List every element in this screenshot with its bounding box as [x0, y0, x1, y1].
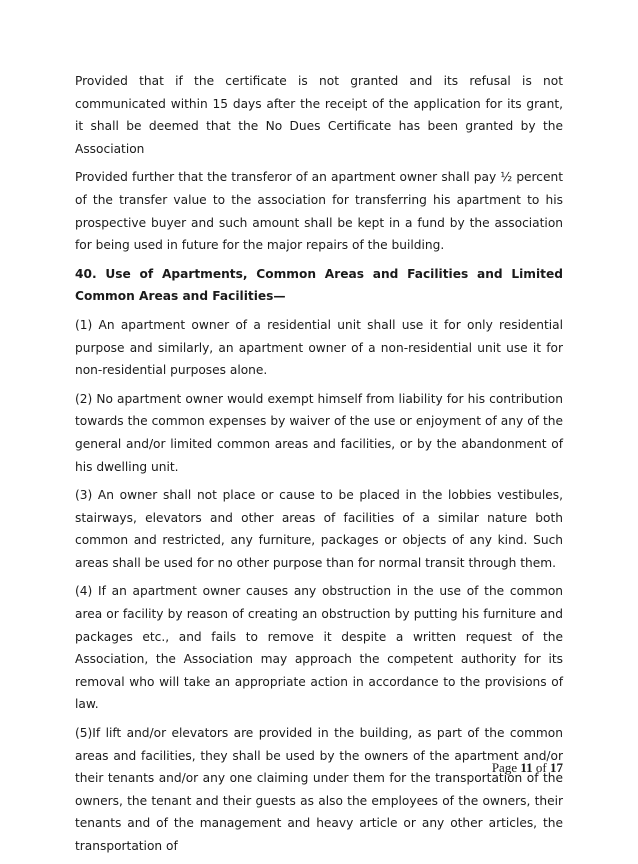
total-pages: 17 [550, 760, 563, 775]
proviso-paragraph-2: Provided further that the transferor of an apartment owner shall pay ½ percent of the transfer value to the association for transferring his apartment to his prospective buyer and such amount shall be kept in a fund by the association for being used in future for the major repairs of the building. [75, 170, 563, 253]
clause-3: (3) An owner shall not place or cause to be placed in the lobbies vestibules, stairways, elevators and other areas of facilities of a similar nature both common and restricted, any furniture, packages or objects of any kind. Such areas shall be used for no other purpose than for normal transit through them. [75, 488, 563, 570]
clause-2: (2) No apartment owner would exempt himself from liability for his contribution towards the common expenses by waiver of the use or enjoyment of any of the general and/or limited common areas and facilities, or by the abandonment of his dwelling unit. [75, 391, 563, 474]
clause-4: (4) If an apartment owner causes any obstruction in the use of the common area or facility by reason of creating an obstruction by putting his furniture and packages etc., and fails to remove it despite a written request of the Association, the Association may approach the competent authority for its removal who will take an appropriate action in accordance to the provisions of law. [75, 584, 563, 712]
page-label: Page [491, 760, 521, 775]
section-heading: 40. Use of Apartments, Common Areas and Facilities and Limited Common Areas and Facilities— [75, 266, 563, 304]
page-number: 11 [520, 760, 533, 775]
page-footer [492, 760, 563, 776]
clause-1: (1) An apartment owner of a residential unit shall use it for only residential purpose and similarly, an apartment owner of a non-residential unit use it for non-residential purposes alone. [75, 317, 563, 378]
proviso-paragraph-1: Provided that if the certificate is not granted and its refusal is not communicated within 15 days after the receipt of the application for its grant, it shall be deemed that the No Dues Certificate has been granted by the Association [75, 74, 563, 156]
clause-5: (5)If lift and/or elevators are provided in the building, as part of the common areas and facilities, they shall be used by the owners of the apartment and/or their tenants and/or any one claiming under them for the transportation of the owners, the tenant and their guests as also the employees of the owners, their tenants and of the management and heavy article or any other articles, the transportation of [75, 726, 563, 853]
document-body [75, 70, 563, 864]
of-label: of [532, 760, 550, 775]
